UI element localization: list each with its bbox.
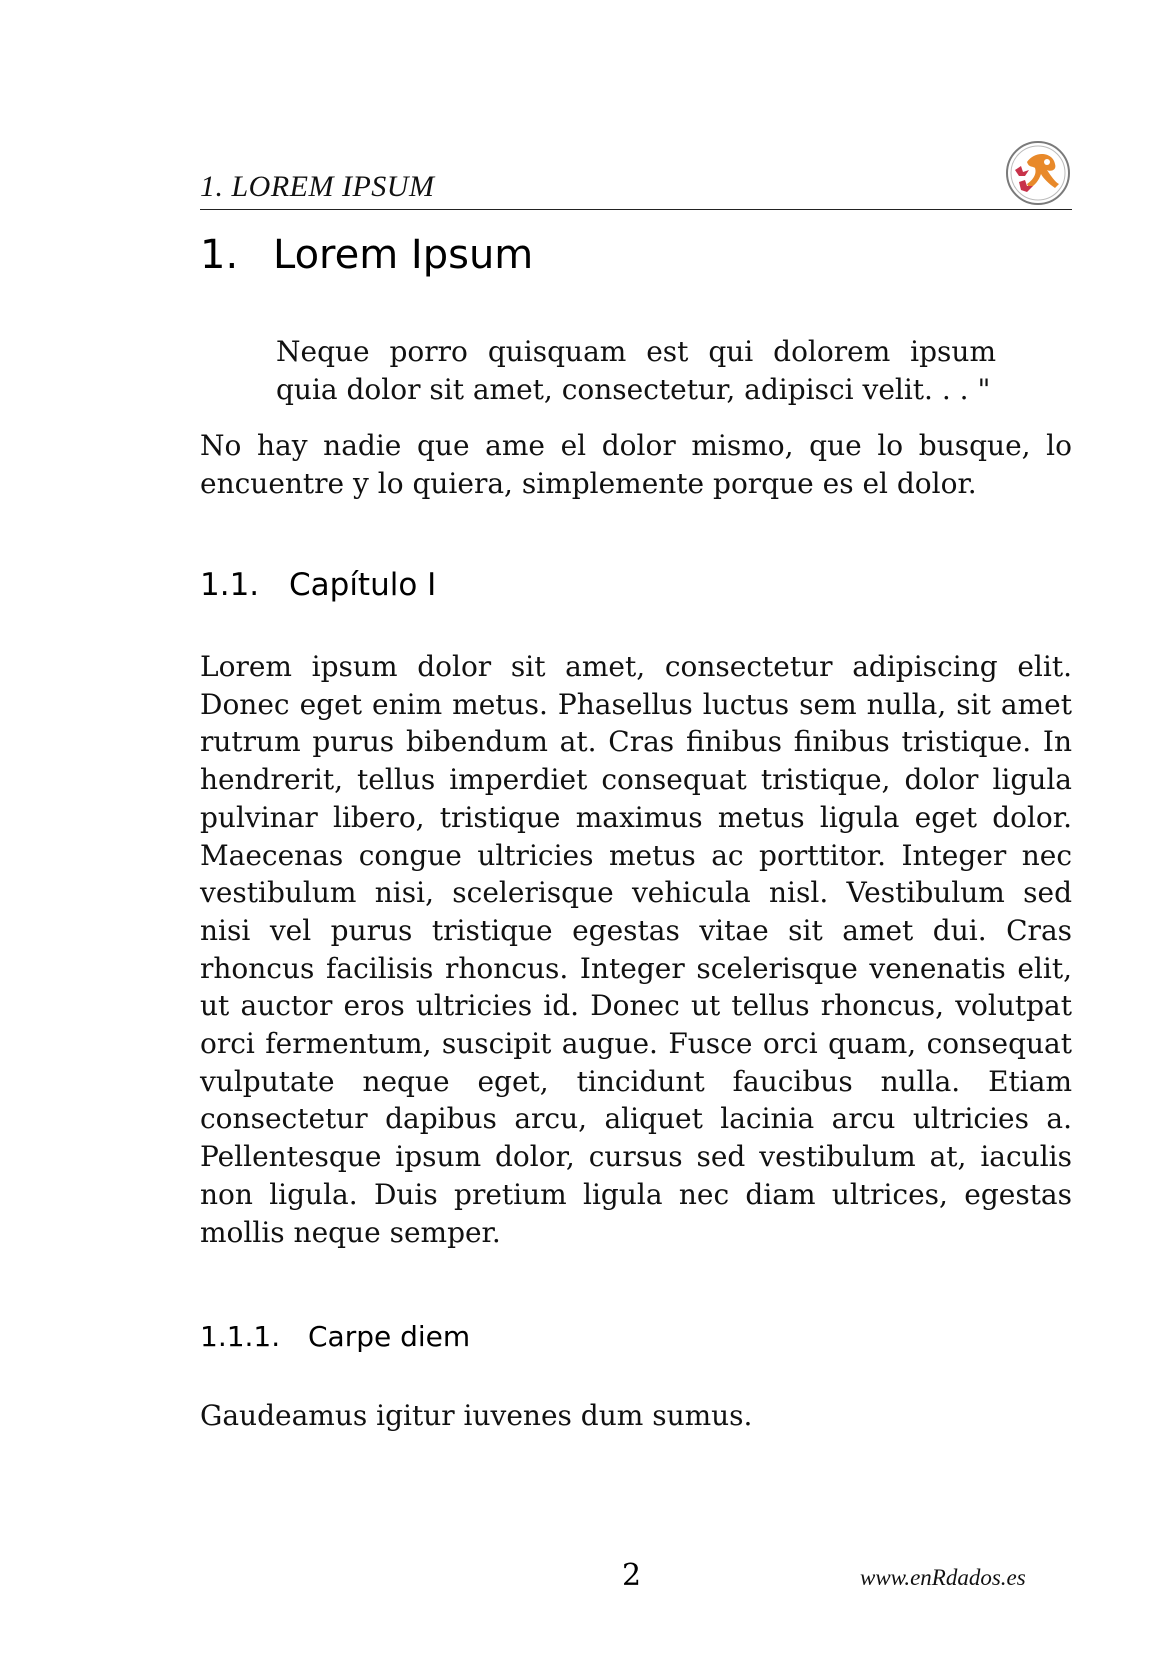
section-heading bbox=[200, 567, 436, 603]
subsection-title: Carpe diem bbox=[308, 1320, 471, 1353]
chapter-heading bbox=[200, 232, 533, 278]
intro-paragraph: No hay nadie que ame el dolor mismo, que lo busque, lo encuentre y lo quiera, simplemente porque es el dolor. bbox=[200, 429, 1072, 500]
enrdados-logo-icon bbox=[1005, 140, 1071, 206]
subsection-heading bbox=[200, 1320, 470, 1353]
header-rule bbox=[200, 209, 1072, 210]
chapter-title: Lorem Ipsum bbox=[273, 232, 534, 278]
section-title: Capítulo I bbox=[289, 567, 437, 603]
site-url[interactable]: www.enRdados.es bbox=[860, 1565, 1026, 1590]
section-paragraph: Lorem ipsum dolor sit amet, consectetur adipiscing elit. Donec eget enim metus. Phasellus luctus sem nulla, sit amet rutrum purus bibendum at. Cras finibus finibus tristique. In hendrerit, tellus imperdiet consequat tristique, dolor ligula pulvinar libero, tristique maximus metus ligula eget dolor. Maecenas congue ultricies metus ac porttitor. Integer nec vestibulum nisi, scelerisque vehicula nisl. Vestibulum sed nisi vel purus tristique egestas vitae sit amet dui. Cras rhoncus facilisis rhoncus. Integer scelerisque venenatis elit, ut auctor eros ultricies id. Donec ut tellus rhoncus, volutpat orci fermentum, suscipit augue. Fusce orci quam, consequat vulputate neque eget, tincidunt faucibus nulla. Etiam consectetur dapibus arcu, aliquet lacinia arcu ultricies a. Pellentesque ipsum dolor, cursus sed vestibulum at, iaculis non ligula. Duis pretium ligula nec diam ultrices, egestas mollis neque semper. bbox=[200, 650, 1072, 1249]
running-header-title: 1. LOREM IPSUM bbox=[200, 170, 435, 203]
subsection-paragraph: Gaudeamus igitur iuvenes dum sumus. bbox=[200, 1399, 753, 1432]
section-number: 1.1. bbox=[200, 567, 260, 603]
running-header bbox=[200, 170, 1072, 210]
subsection-number: 1.1.1. bbox=[200, 1320, 281, 1353]
epigraph-quote: Neque porro quisquam est qui dolorem ipsum quia dolor sit amet, consectetur, adipisci velit. . . " bbox=[276, 335, 996, 406]
chapter-number: 1. bbox=[200, 232, 239, 278]
page-number: 2 bbox=[622, 1558, 642, 1593]
